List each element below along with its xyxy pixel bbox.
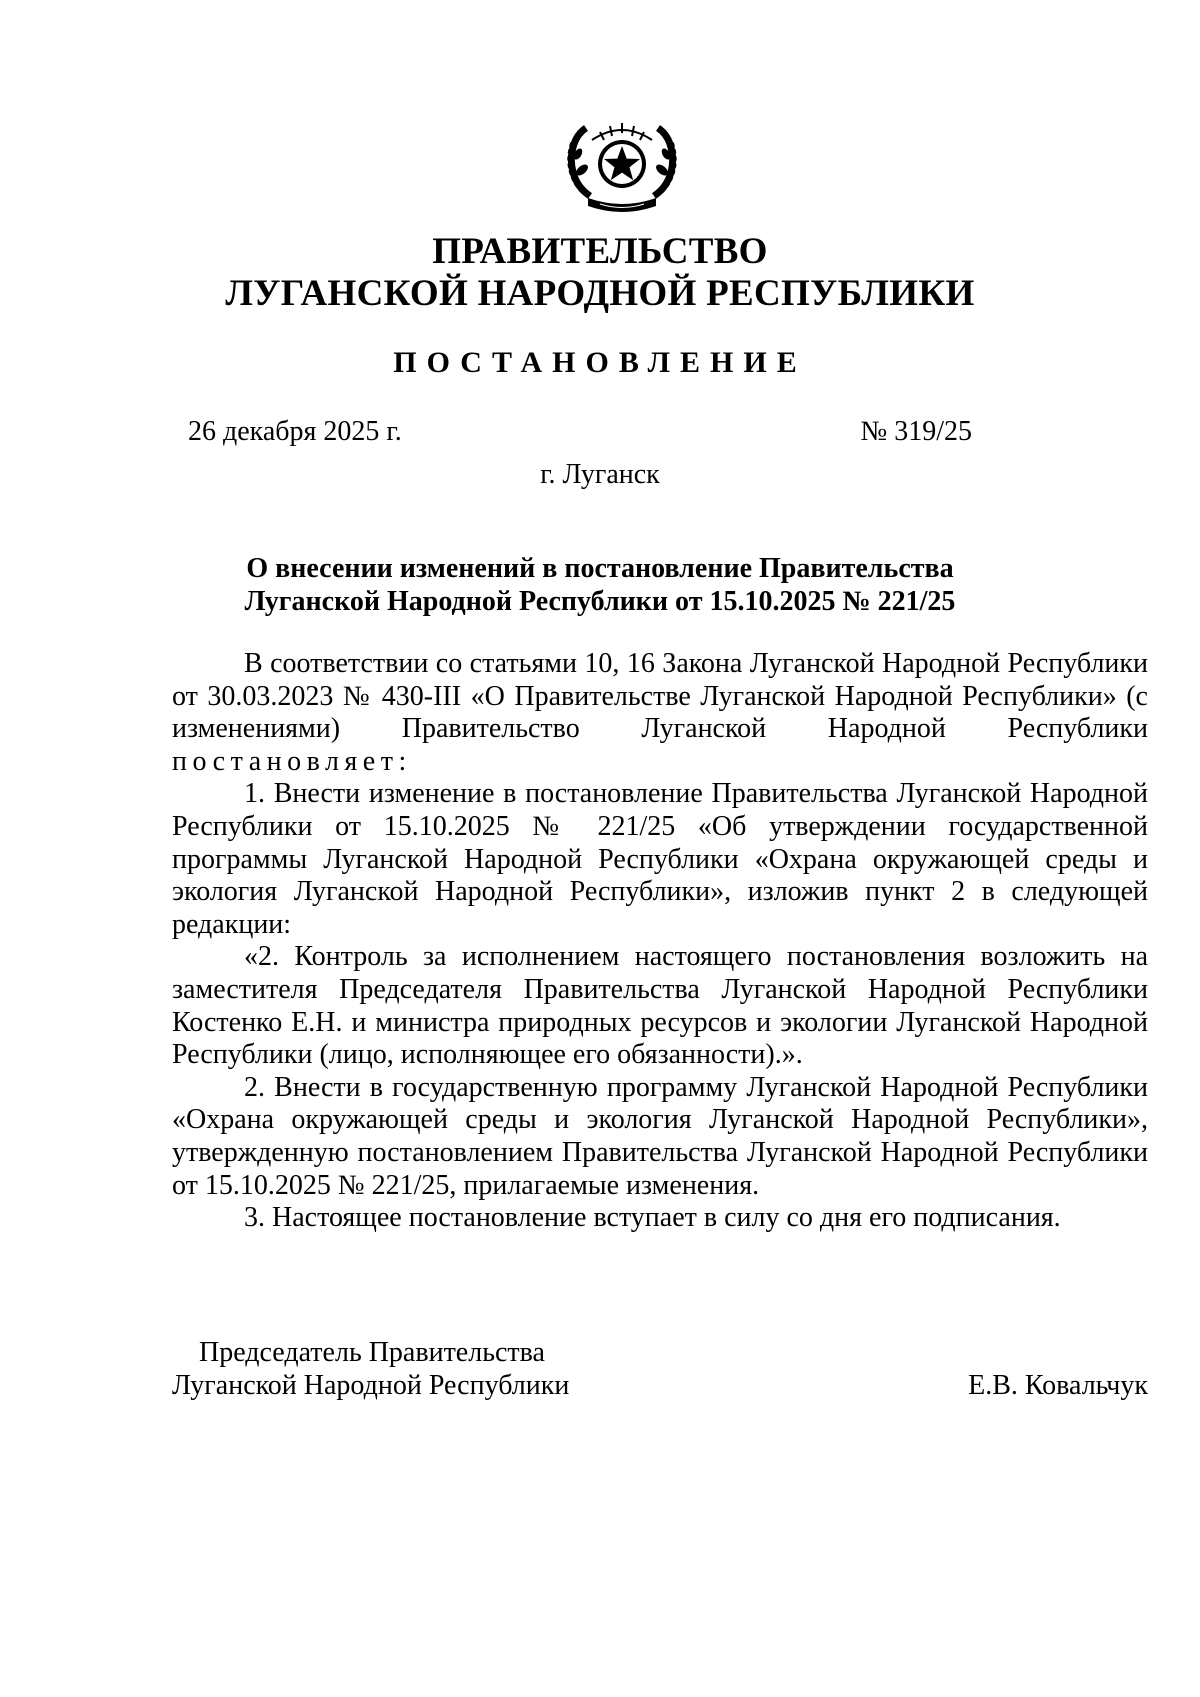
document-body xyxy=(172,648,1148,1235)
item-3-paragraph: 3. Настоящее постановление вступает в силу со дня его подписания. xyxy=(244,1202,1061,1234)
document-title-line1: О внесении изменений в постановление Правительства xyxy=(246,553,954,584)
signature-position-line2: Луганской Народной Республики xyxy=(172,1370,570,1401)
item-2-paragraph: 2. Внести в государственную программу Луганской Народной Республики «Охрана окружающей среды и экология Луганской Народной Республики», утвержденную постановлением Правительства Луганской Народной Республики от 15.10.2025 № 221/25, прилагаемые изменения. xyxy=(172,1071,1148,1201)
item-1-paragraph: 1. Внести изменение в постановление Правительства Луганской Народной Республики от 15.10.2025 № 221/25 «Об утверждении государственной программы Луганской Народной Республики «Охрана окружающей среды и экология Луганской Народной Республики», изложив пункт 2 в следующей редакции: xyxy=(172,778,1148,940)
document-title-line2: Луганской Народной Республики от 15.10.2025 № 221/25 xyxy=(244,586,956,617)
organization-name-line2: ЛУГАНСКОЙ НАРОДНОЙ РЕСПУБЛИКИ xyxy=(225,273,975,314)
document-type: ПОСТАНОВЛЕНИЕ xyxy=(393,346,807,379)
document-number: № 319/25 xyxy=(860,416,972,447)
document-title xyxy=(0,552,1200,618)
signatory-name: Е.В. Ковальчук xyxy=(968,1370,1148,1401)
coat-of-arms-icon xyxy=(560,118,684,218)
preamble-paragraph xyxy=(172,648,1148,778)
signature-position xyxy=(172,1336,569,1402)
organization-name-line1: ПРАВИТЕЛЬСТВО xyxy=(432,231,768,272)
item-1-quote-paragraph: «2. Контроль за исполнением настоящего постановления возложить на заместителя Председателя Правительства Луганской Народной Республики Костенко Е.Н. и министра природных ресурсов и экологии Луганской Народной Республики (лицо, исполняющее его обязанности).». xyxy=(172,941,1148,1071)
document-city: г. Луганск xyxy=(540,459,660,490)
document-date: 26 декабря 2025 г. xyxy=(188,416,402,447)
signature-position-line1: Председатель Правительства xyxy=(199,1337,545,1368)
decree-word: постановляет: xyxy=(172,745,412,777)
preamble-text: В соответствии со статьями 10, 16 Закона Луганской Народной Республики от 30.03.2023 № 430-III «О Правительстве Луганской Народной Республики» (с изменениями) Правительство Луганской Народной Республики xyxy=(172,648,1148,745)
